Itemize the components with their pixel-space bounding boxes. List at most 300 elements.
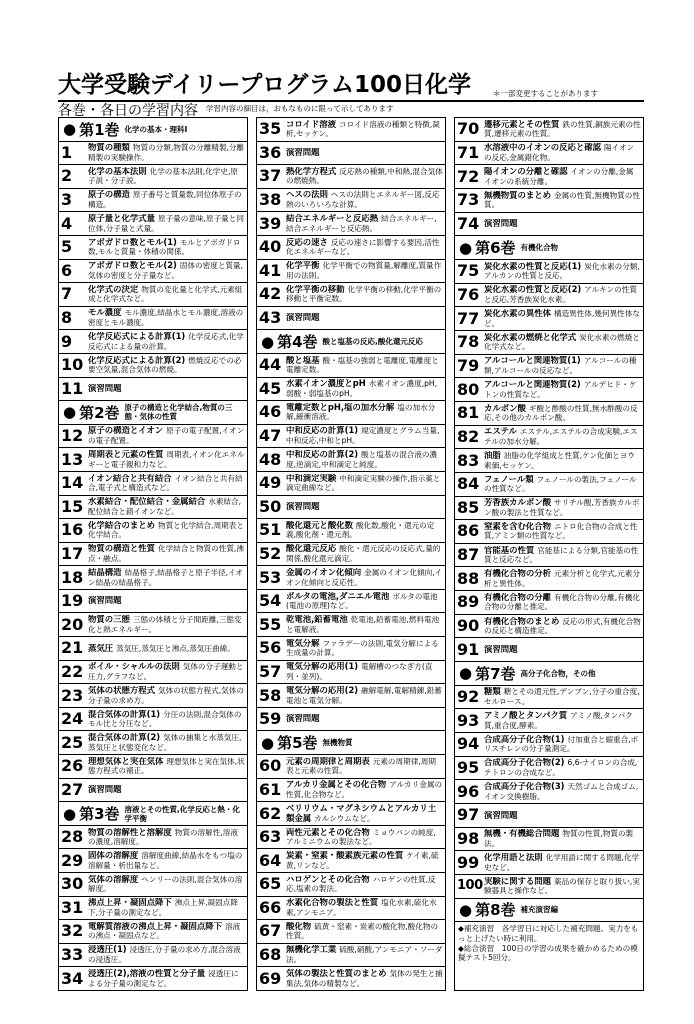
bullet-icon: ● (63, 403, 77, 422)
day-description: 硫黄・窒素・炭素の酸化物,酸化物の性質。 (286, 921, 439, 941)
day-number: 10 (61, 355, 84, 375)
day-row (455, 426, 643, 450)
day-content (286, 875, 445, 894)
volume-label: 第2巻 (79, 403, 120, 422)
day-description: 結晶格子,結晶格子と原子半径,イオン結晶の結晶格子。 (88, 567, 244, 587)
day-number: 15 (61, 496, 84, 516)
day-description: ミョウバンの純度,アルミニウムの製法など。 (286, 827, 436, 847)
day-row (257, 944, 445, 968)
schedule-column (256, 117, 446, 991)
day-number: 53 (259, 567, 282, 587)
day-row (257, 425, 445, 449)
day-title: 化学平衡 (286, 261, 320, 271)
day-content (88, 644, 247, 654)
bullet-icon: ● (459, 900, 473, 919)
day-title: 物質の三態 (88, 615, 130, 625)
day-description: ヘンリーの法則,混合気体の溶解度。 (88, 874, 243, 894)
day-description: 元素分析と化学式,元素分析と異性体。 (484, 569, 640, 588)
day-content (286, 945, 445, 964)
day-title: 合成高分子化合物(3) (484, 782, 565, 792)
day-description: 反応熱の種類,中和熱,混合気体の燃焼熱。 (286, 166, 443, 186)
day-title: 炭化水素の性質と反応(2) (484, 285, 582, 295)
day-content (88, 969, 247, 988)
day-title: 酸化還元反応 (286, 544, 337, 554)
day-description: 硫酸,硝酸,アンモニア・ソーダ法。 (286, 945, 443, 965)
day-title: 有機化合物の分析 (484, 569, 551, 579)
day-description: エステル,エステルの合成実験,エステルの加水分解。 (484, 427, 638, 446)
day-number: 9 (61, 331, 73, 351)
day-row (257, 212, 445, 236)
volume-header (455, 662, 643, 686)
volume-header (59, 802, 247, 826)
bullet-icon: ● (63, 120, 77, 139)
day-row (59, 142, 247, 166)
day-content (88, 875, 247, 894)
day-description: 官能基による分類,官能基の性質と反応など。 (484, 545, 639, 565)
day-row (59, 519, 247, 543)
volume-header (455, 899, 643, 923)
day-title: 演習問題 (286, 714, 320, 724)
day-number: 55 (259, 614, 282, 634)
day-content (88, 308, 247, 327)
day-content (88, 757, 247, 776)
day-row (455, 260, 643, 284)
day-row (257, 708, 445, 732)
day-row (257, 118, 445, 142)
day-description: コロイド溶液の種類と特徴,凝析,セッケン。 (286, 119, 440, 139)
bullet-icon: ● (63, 804, 77, 823)
day-title: 演習問題 (484, 810, 518, 820)
day-content (484, 309, 643, 328)
day-content (286, 969, 445, 988)
day-row (257, 448, 445, 472)
volume-subject: 補充演習編 (520, 905, 559, 915)
day-number: 2 (61, 166, 73, 186)
day-content (286, 851, 445, 870)
day-title: 電気分解の応用(1) (286, 662, 359, 672)
day-row (455, 828, 643, 852)
day-number: 97 (457, 805, 480, 825)
day-row (59, 897, 247, 921)
day-description: フェノールの製法,フェノールの性質など。 (484, 474, 637, 494)
day-description: 炭化水素の燃焼と化学式など。 (484, 332, 640, 352)
day-number: 57 (259, 661, 282, 681)
day-number: 36 (259, 142, 282, 162)
day-row (257, 802, 445, 826)
day-row (257, 496, 445, 520)
day-description: 反応の速さに影響する要因,活性化エネルギーなど。 (286, 237, 440, 257)
day-number: 49 (259, 473, 282, 493)
day-content (286, 356, 445, 375)
day-number: 99 (457, 852, 480, 872)
day-row (59, 731, 247, 755)
schedule-table (58, 117, 644, 991)
day-row (257, 189, 445, 213)
day-title: ベリリウム・マグネシウムとアルカリ土類金属 (286, 803, 437, 823)
day-title: 混合気体の計算(2) (88, 733, 161, 743)
day-content (88, 710, 247, 729)
day-row (59, 613, 247, 637)
day-row (455, 189, 643, 213)
volume-label: 第1巻 (79, 120, 120, 139)
day-description: 化学平衡での物質量,解離度,質量作用の法則。 (286, 261, 442, 280)
day-row (257, 755, 445, 779)
day-number: 90 (457, 616, 480, 636)
page (58, 70, 644, 988)
day-description: 固体の密度と質量,気体の密度と分子量など。 (88, 261, 244, 280)
day-content (484, 333, 643, 352)
day-description: イオンの分離,金属イオンの系統分離。 (484, 167, 634, 186)
day-number: 27 (61, 779, 84, 799)
day-number: 58 (259, 685, 282, 705)
day-number: 81 (457, 403, 480, 423)
day-row (257, 354, 445, 378)
day-content (484, 811, 643, 821)
day-title: 実験に関する問題 (484, 876, 551, 886)
day-row (59, 448, 247, 472)
day-title: 合成高分子化合物(1) (484, 734, 565, 744)
day-number: 76 (457, 284, 480, 304)
section-subtitle: 各巻・各日の学習内容 (58, 103, 198, 119)
day-description: 周期表,イオン化エネルギーと電子親和力など。 (88, 450, 245, 469)
day-description: 酸・塩基の強弱と電離度,電離度と電離定数。 (286, 355, 439, 375)
day-title: 元素の周期律と周期表 (286, 756, 370, 766)
day-row (455, 686, 643, 710)
day-number: 33 (61, 945, 84, 965)
day-number: 86 (457, 521, 480, 541)
day-row (59, 755, 247, 779)
volume-header (455, 236, 643, 260)
day-row (257, 661, 445, 685)
day-title: 中和反応の計算(1) (286, 426, 359, 436)
day-content (286, 426, 445, 445)
day-description: 原子番号と質量数,同位体原子の構造。 (88, 190, 242, 210)
day-content (484, 782, 643, 801)
day-row (59, 920, 247, 944)
day-row (257, 283, 445, 307)
day-content (286, 261, 445, 280)
schedule-column (454, 117, 644, 991)
volume-label: 第5巻 (277, 734, 318, 753)
day-row (455, 284, 643, 308)
day-row (455, 709, 643, 733)
day-number: 7 (61, 284, 73, 304)
bullet-icon: ● (261, 733, 275, 752)
day-row (455, 591, 643, 615)
day-description: 気体の分子運動と圧力,グラフなど。 (88, 662, 244, 681)
day-title: 浸透圧(2),溶液の性質と分子量 (88, 969, 206, 979)
day-title: 気体の製法と性質のまとめ (286, 969, 387, 979)
day-description: アルキンの性質と反応,芳香族炭化水素。 (484, 285, 638, 304)
day-row (455, 331, 643, 355)
day-number: 88 (457, 568, 480, 588)
day-content (286, 167, 445, 186)
day-number: 93 (457, 710, 480, 730)
day-number: 13 (61, 449, 84, 469)
supplement-line: ◆補充演習 各学習日に対応した補充問題。実力をもっと上げたい時に利用。 (458, 924, 639, 943)
day-number: 69 (259, 968, 282, 988)
day-description: 溶液の沸点・凝固点など。 (88, 921, 241, 941)
day-number: 40 (259, 237, 282, 257)
day-title: 結合エネルギーと反応熱 (286, 214, 379, 224)
day-title: 糖類 (484, 687, 501, 697)
day-number: 17 (61, 543, 84, 563)
day-row (257, 519, 445, 543)
day-description: ハロゲンの性質,反応,塩素の製法。 (286, 874, 436, 894)
day-description: ケイ素,硫黄,リンなど。 (286, 851, 439, 870)
bullet-icon: ● (261, 332, 275, 351)
day-content (286, 898, 445, 917)
day-title: 水素イオン濃度とpH (286, 379, 366, 389)
day-content (484, 546, 643, 565)
day-content (484, 569, 643, 588)
day-number: 62 (259, 803, 282, 823)
day-description: 酸と塩基の混合液の濃度,逆滴定,中和滴定と純度。 (286, 450, 438, 469)
day-number: 92 (457, 687, 480, 707)
day-title: カルボン酸 (484, 403, 526, 413)
day-number: 52 (259, 543, 282, 563)
section-subnote: 学習内容の細目は，おもなものに限って示してあります (206, 104, 394, 113)
day-description: 気体の捕集と水蒸気圧,蒸気圧と状態変化など。 (88, 733, 242, 752)
day-description: 蒸気圧,蒸気圧と沸点,蒸気圧曲線。 (116, 643, 235, 653)
day-number: 70 (457, 119, 480, 139)
day-row (257, 849, 445, 873)
day-row (257, 543, 445, 567)
day-number: 64 (259, 850, 282, 870)
day-description: 糖とその還元性,デンプン,分子の重合度,セルロース。 (484, 687, 640, 707)
day-content (88, 596, 247, 606)
day-number: 73 (457, 190, 480, 210)
day-description: 化学用語に関する問題,化学史など。 (484, 853, 640, 872)
day-description: 燃焼反応での必要空気量,混合気体の燃焼。 (88, 355, 242, 375)
day-number: 3 (61, 190, 73, 210)
day-row (455, 567, 643, 591)
day-description: 塩の加水分解,緩衝溶液。 (286, 402, 436, 422)
day-title: ボルタの電池,ダニエル電池 (286, 591, 390, 601)
day-title: 沸点上昇・凝固点降下 (88, 898, 172, 908)
day-title: ハロゲンとその化合物 (286, 874, 370, 884)
day-content (484, 262, 643, 281)
day-number: 29 (61, 850, 84, 870)
day-description: サリチル酸,芳香族カルボン酸の製法と性質など。 (484, 498, 640, 517)
day-description: アルデヒド・ケトンの性質など。 (484, 379, 637, 399)
day-number: 48 (259, 449, 282, 469)
day-title: 無機化学工業 (286, 945, 337, 955)
day-description: 分圧の法則,混合気体のモル比と分圧など。 (88, 709, 242, 729)
day-number: 87 (457, 545, 480, 565)
day-number: 32 (61, 921, 84, 941)
day-row (257, 401, 445, 425)
day-row (59, 260, 247, 284)
day-content (286, 148, 445, 158)
day-description: 反応の形式,有機化合物の反応と構造推定。 (484, 616, 641, 636)
day-title: 演習問題 (286, 148, 320, 158)
day-content (286, 714, 445, 724)
day-title: アボガドロ数とモル(1) (88, 237, 177, 247)
day-number: 44 (259, 355, 282, 375)
day-number: 56 (259, 638, 282, 658)
day-title: 酸と塩基 (286, 355, 320, 365)
day-number: 66 (259, 897, 282, 917)
day-number: 24 (61, 709, 84, 729)
day-title: 化学式の決定 (88, 284, 139, 294)
day-content (88, 851, 247, 870)
day-content (286, 544, 445, 563)
day-title: 電離定数とpH,塩の加水分解 (286, 402, 395, 412)
day-content (286, 379, 445, 398)
day-title: 中和反応の計算(2) (286, 450, 359, 460)
day-title: 化学反応式による計算(1) (88, 332, 186, 342)
day-number: 23 (61, 685, 84, 705)
day-description: イオン結合と共有結合,電子式と構造式など。 (88, 473, 243, 493)
day-number: 43 (259, 308, 282, 328)
day-content (286, 238, 445, 257)
day-row (455, 733, 643, 757)
volume-subject: 酸と塩基の反応,酸化還元反応 (322, 337, 423, 347)
day-title: 官能基の性質 (484, 545, 535, 555)
day-title: 酸化還元と酸化数 (286, 520, 353, 530)
day-title: 電気分解 (286, 638, 320, 648)
day-number: 25 (61, 732, 84, 752)
day-number: 85 (457, 497, 480, 517)
day-row (257, 590, 445, 614)
day-title: 浸透圧(1) (88, 945, 127, 955)
day-title: 有機化合物の分離 (484, 592, 551, 602)
day-row (257, 307, 445, 331)
day-title: 有機化合物のまとめ (484, 616, 560, 626)
day-content (484, 877, 643, 896)
day-content (286, 780, 445, 799)
day-description: 酸化・還元反応の反応式,量的関係,酸化還元滴定。 (286, 544, 441, 563)
day-content (88, 261, 247, 280)
day-number: 89 (457, 592, 480, 612)
day-content (286, 190, 445, 209)
day-content (286, 686, 445, 705)
day-title: 芳香族カルボン酸 (484, 498, 551, 508)
day-row (59, 472, 247, 496)
day-content (88, 922, 247, 941)
day-title: 酸化物 (286, 921, 312, 931)
day-number: 31 (61, 897, 84, 917)
day-row (455, 213, 643, 237)
day-row (455, 520, 643, 544)
day-row (257, 566, 445, 590)
day-title: 物質の構造と性質 (88, 544, 155, 554)
day-row (59, 944, 247, 968)
day-content (88, 214, 247, 233)
day-description: 物質の性質,物質の製法。 (484, 829, 634, 849)
day-number: 38 (259, 190, 282, 210)
day-content (484, 427, 643, 446)
day-content (88, 450, 247, 469)
day-description: 6,6-ナイロンの合成,テトロンの合成など。 (484, 758, 638, 778)
day-title: ヘスの法則 (286, 190, 328, 200)
volume-header (59, 118, 247, 142)
day-number: 46 (259, 402, 282, 422)
day-content (286, 403, 445, 422)
day-number: 79 (457, 355, 480, 375)
day-title: 化学結合のまとめ (88, 520, 155, 530)
day-row (59, 849, 247, 873)
day-title: 気体の溶解度 (88, 874, 139, 884)
day-row (59, 307, 247, 331)
volume-header (257, 731, 445, 755)
day-content (88, 190, 247, 209)
day-number: 54 (259, 591, 282, 611)
day-number: 100 (457, 878, 483, 894)
day-title: 演習問題 (484, 644, 518, 654)
day-content (484, 711, 643, 730)
day-content (286, 285, 445, 304)
day-description: 溶解度曲線,結晶水をもつ塩の溶解量・析出量など。 (88, 851, 243, 870)
day-number: 61 (259, 779, 282, 799)
day-number: 60 (259, 756, 282, 776)
day-row (257, 873, 445, 897)
day-title: 炭化水素の異性体 (484, 308, 551, 318)
day-description: 原子量の意味,原子量と同位体,分子量と式量。 (88, 214, 244, 233)
day-content (484, 380, 643, 399)
day-title: 固体の溶解度 (88, 851, 139, 861)
day-content (484, 617, 643, 636)
day-content (484, 687, 643, 706)
day-content (484, 475, 643, 494)
day-row (455, 118, 643, 142)
day-number: 14 (61, 473, 84, 493)
day-content (88, 828, 247, 847)
day-row (257, 779, 445, 803)
supplement-description (455, 922, 643, 990)
volume-subject: 溶液とその性質,化学反応と熱・化学平衡 (124, 804, 240, 823)
day-title: アルコールと関連物質(2) (484, 379, 581, 389)
day-row (455, 402, 643, 426)
day-row (455, 449, 643, 473)
day-row (455, 497, 643, 521)
day-number: 30 (61, 874, 84, 894)
day-title: 気体の状態方程式 (88, 685, 155, 695)
day-number: 47 (259, 426, 282, 446)
day-row (59, 873, 247, 897)
day-number: 37 (259, 166, 282, 186)
day-number: 4 (61, 213, 73, 233)
day-row (455, 615, 643, 639)
day-title: 演習問題 (286, 502, 320, 511)
day-content (88, 615, 247, 634)
day-description: 酸化数,酸化・還元の定義,酸化剤・還元剤。 (286, 520, 435, 540)
day-description: 塩化水素,硫化水素,アンモニア。 (286, 898, 437, 917)
day-number: 1 (61, 142, 73, 162)
day-content (88, 238, 247, 257)
day-description: アルコールの種類,アルコールの反応など。 (484, 356, 637, 375)
day-description: 融解電解,電解精錬,鉛蓄電池と電気分解。 (286, 685, 442, 705)
day-description: 化学の基本法則,化学史,原子説・分子説。 (88, 166, 238, 186)
day-row (257, 826, 445, 850)
day-description: 物質の溶解性,溶液の濃度,溶解度。 (88, 827, 238, 847)
day-description: 金属のイオン化傾向,イオン化傾向と反応性。 (286, 567, 443, 587)
day-number: 78 (457, 332, 480, 352)
volume-header (257, 330, 445, 354)
day-row (455, 142, 643, 166)
volume-header (59, 401, 247, 425)
day-content (88, 497, 247, 516)
day-content (286, 639, 445, 658)
day-title: アボガドロ数とモル(2) (88, 261, 177, 271)
day-content (484, 758, 643, 777)
day-row (455, 780, 643, 804)
change-note: ＊一部変更することがあります (493, 89, 598, 98)
day-row (257, 637, 445, 661)
day-row (455, 851, 643, 875)
day-row (455, 638, 643, 662)
